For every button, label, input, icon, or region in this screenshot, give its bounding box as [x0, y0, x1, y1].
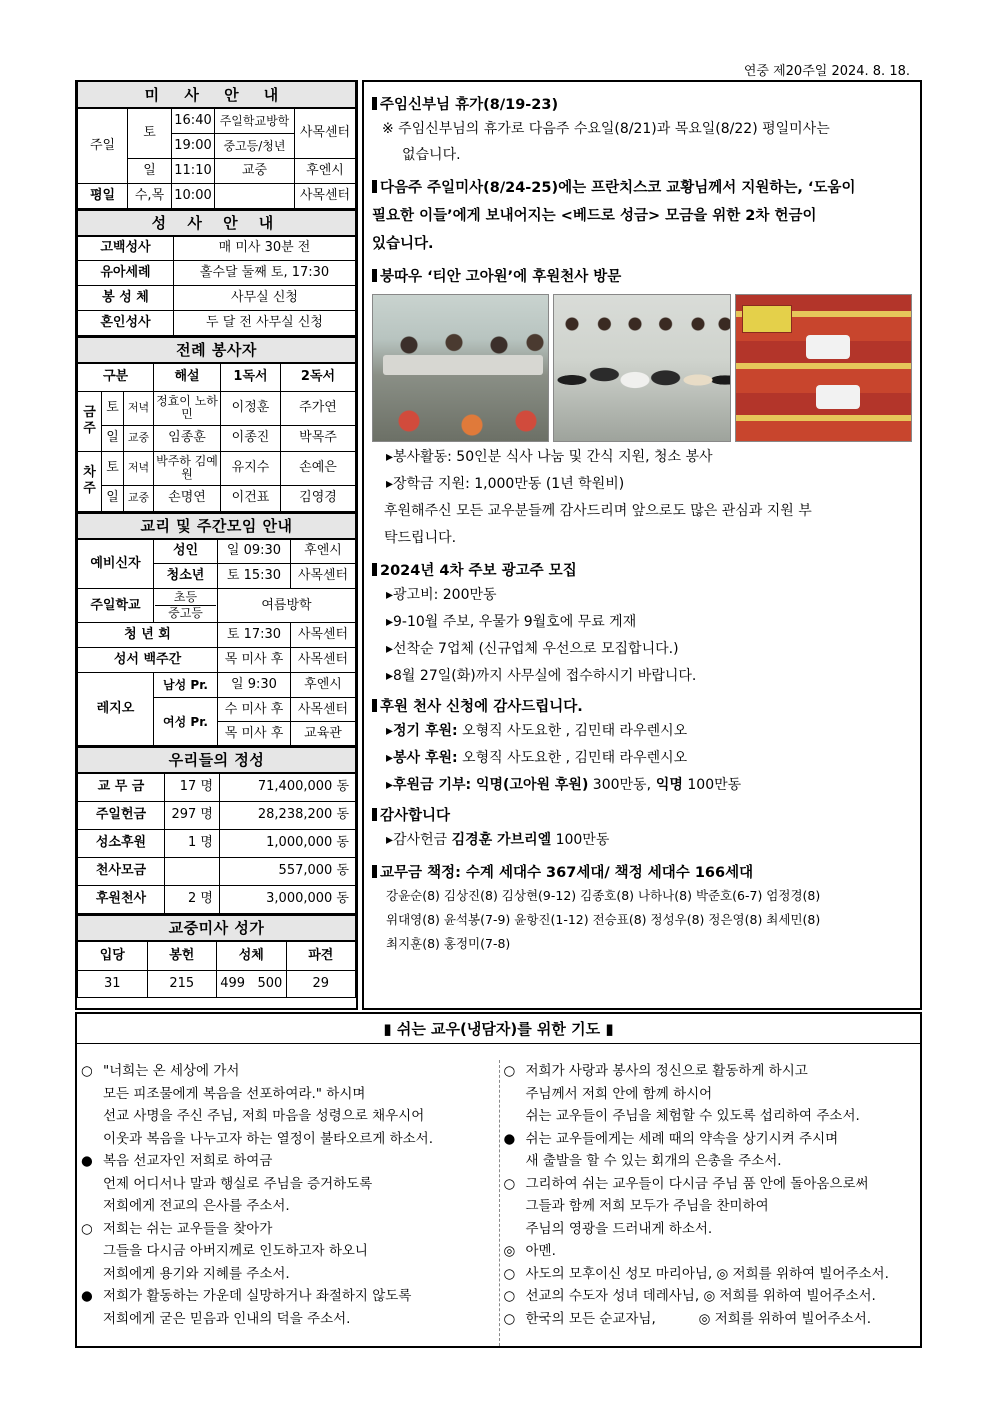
prayer-marker: ○	[503, 1265, 516, 1282]
bible-study-time: 목 미사 후	[218, 648, 291, 673]
prayer-line	[81, 1308, 495, 1331]
offering-amount: 28,238,200 동	[220, 801, 356, 829]
prayer-line	[81, 1060, 495, 1083]
day: 일	[102, 485, 124, 511]
offering-key: 후원천사	[78, 885, 165, 913]
prayer-text: 이웃과 복음을 나누고자 하는 열정이 불타오르게 하소서.	[103, 1130, 433, 1147]
mass-group	[215, 183, 295, 208]
prayer-text: 저희가 활동하는 가운데 실망하거나 좌절하지 않도록	[103, 1288, 412, 1304]
mass-group: 중고등/청년	[215, 133, 295, 158]
this-week-label: 금주	[78, 391, 102, 451]
prayer-text: 모든 피조물에게 복음을 선포하여라." 하시며	[103, 1085, 366, 1102]
women-praesidium-place: 교육관	[291, 722, 356, 746]
prayer-text: 선교 사명을 주신 주님, 저희 마음을 성령으로 채우시어	[103, 1108, 425, 1124]
prayer-text: 아멘.	[525, 1243, 556, 1259]
donor-anon-2: 익명	[651, 777, 683, 793]
hymns-table	[77, 914, 356, 999]
sacrament-key: 고백성사	[78, 236, 174, 261]
visit-activity: ▸봉사활동: 50인분 식사 나눔 및 간식 지원, 청소 봉사	[386, 449, 713, 465]
vacation-note-cont: 없습니다.	[402, 147, 461, 163]
prayer-text: 저희에게 굳은 믿음과 인내의 덕을 주소서.	[103, 1310, 351, 1327]
young-adult-label: 청 년 회	[78, 623, 218, 648]
adult-time: 일 09:30	[218, 539, 291, 564]
volunteer-sponsor-label: ▸봉사 후원:	[386, 750, 458, 766]
day: 토	[102, 451, 124, 485]
sacrament-value: 사무실 신청	[174, 286, 356, 311]
offering-key: 주일헌금	[78, 801, 165, 829]
prayer-line	[504, 1060, 917, 1083]
prayer-line	[504, 1128, 917, 1151]
offering-title: 우리들의 정성	[78, 747, 356, 773]
liturgy-header: 2독서	[281, 363, 356, 391]
second-collection-line: 필요한 이들’에게 보내어지는 <베드로 성금> 모금을 위한 2차 헌금이	[372, 208, 817, 224]
reader-1: 이종진	[221, 425, 281, 451]
orphanage-visit-title: 붕따우 ‘티안 고아원’에 후원천사 방문	[380, 269, 622, 285]
title-mark-icon: ▮	[383, 1020, 392, 1038]
ad-item: ▸선착순 7업체 (신규업체 우선으로 모집합니다.)	[386, 641, 679, 657]
hymn-number: 215	[147, 971, 217, 998]
day: 일	[102, 425, 124, 451]
donor-anon-1: 익명(고아원 후원)	[471, 777, 589, 793]
prayer-line	[504, 1285, 917, 1308]
commentator: 정효이 노하민	[154, 391, 221, 425]
liturgy-title: 전례 봉사자	[78, 337, 356, 363]
sacrament-table	[77, 209, 356, 337]
offering-amount: 71,400,000 동	[220, 773, 356, 801]
prayer-marker: ○	[81, 1220, 93, 1237]
offering-count	[165, 857, 220, 885]
sponsor-thanks-title: 후원 천사 신청에 감사드립니다.	[380, 699, 583, 715]
prayer-text: 쉬는 교우들에게는 세례 때의 약속을 상기시켜 주시며	[525, 1130, 839, 1147]
catechumen-label: 예비신자	[78, 539, 154, 589]
adult-label: 성인	[154, 539, 218, 564]
groups-table	[77, 512, 356, 747]
day: 토	[102, 391, 124, 425]
prayer-text: 저희가 사랑과 봉사의 정신으로 활동하게 하시고	[525, 1063, 808, 1079]
prayer-text: "너희는 온 세상에 가서	[103, 1063, 240, 1079]
prayer-line	[504, 1173, 917, 1196]
offering-amount: 3,000,000 동	[220, 885, 356, 913]
hymn-number: 29	[286, 971, 356, 998]
mass-type: 교중	[124, 485, 154, 511]
bible-study-label: 성서 백주간	[78, 648, 218, 673]
legio-label: 레지오	[78, 673, 154, 746]
tithe-names: 위대영(8) 윤석봉(7-9) 윤항진(1-12) 전승표(8) 정성우(8) 정은영(8) 최세민(8)	[386, 912, 821, 927]
prayer-text: 주님의 영광을 드러내게 하소서.	[525, 1220, 713, 1237]
mass-group: 주일학교방학	[215, 108, 295, 133]
sacrament-key: 혼인성사	[78, 311, 174, 336]
mass-group: 교중	[215, 158, 295, 183]
donation-label: ▸후원금 기부:	[386, 777, 472, 793]
prayer-marker: ◎	[503, 1243, 516, 1259]
visit-scholarship: ▸장학금 지원: 1,000만동 (1년 학원비)	[386, 476, 625, 492]
youth-label: 청소년	[154, 564, 218, 589]
vacation-note: ※ 주임신부님의 휴가로 다음주 수요일(8/21)과 목요일(8/22) 평일미사는	[382, 121, 830, 137]
mass-type: 저녁	[124, 451, 154, 485]
prayer-text: 저희는 쉬는 교우들을 찾아가	[103, 1220, 273, 1237]
second-collection-line: 다음주 주일미사(8/24-25)에는 프란치스코 교황님께서 지원하는, ‘도움이	[380, 180, 856, 196]
men-praesidium-place: 후엔시	[291, 673, 356, 698]
title-mark-icon: ▮	[605, 1020, 614, 1038]
sacrament-value: 매 미사 30분 전	[174, 236, 356, 261]
prayer-line	[81, 1105, 495, 1128]
tithe-title: 교무금 책정: 수계 세대수 367세대/ 책정 세대수 166세대	[380, 865, 754, 881]
offering-key: 교 무 금	[78, 773, 165, 801]
prayer-text: 언제 어디서나 말과 행실로 주님을 증거하도록	[103, 1175, 373, 1192]
thanks-offering-donor: 김경훈 가브리엘	[451, 832, 552, 848]
adult-place: 후엔시	[291, 539, 356, 564]
prayer-left-column	[77, 1060, 499, 1346]
prayer-right-column	[499, 1060, 921, 1346]
volunteer-sponsor-names: 오형직 사도요한 , 김민태 라우렌시오	[457, 750, 688, 766]
prayer-line	[81, 1173, 495, 1196]
prayer-line	[504, 1083, 917, 1106]
ad-item: ▸광고비: 200만동	[386, 587, 497, 603]
prayer-line	[81, 1195, 495, 1218]
prayer-marker: ○	[503, 1310, 516, 1327]
weekday-days: 수,목	[128, 183, 172, 208]
prayer-line	[81, 1083, 495, 1106]
mass-schedule-title: 미 사 안 내	[78, 82, 356, 108]
prayer-line	[504, 1150, 917, 1173]
prayer-line	[81, 1263, 495, 1286]
bible-study-place: 사목센터	[291, 648, 356, 673]
prayer-line	[504, 1218, 917, 1241]
thanks-offering-label: ▸감사헌금	[386, 832, 452, 848]
liturgy-header: 구분	[78, 363, 154, 391]
mass-place: 사목센터	[295, 108, 356, 158]
hymn-number: 499 500	[217, 971, 287, 998]
prayer-line	[81, 1218, 495, 1241]
reader-1: 유지수	[221, 451, 281, 485]
middle-high-label: 중고등	[155, 605, 216, 621]
mass-place: 사목센터	[295, 183, 356, 208]
prayer-line	[81, 1285, 495, 1308]
hymn-header: 봉헌	[147, 941, 217, 971]
prayer-marker: ●	[503, 1130, 516, 1147]
offering-table	[77, 746, 356, 914]
sunday-school-label: 주일학교	[78, 589, 154, 623]
hymn-number: 31	[78, 971, 148, 998]
prayer-marker: ○	[503, 1288, 516, 1304]
prayer-line	[81, 1128, 495, 1151]
photo-group	[553, 294, 730, 442]
groups-title: 교리 및 주간모임 안내	[78, 513, 356, 539]
prayer-title: 쉬는 교우(냉담자)를 위한 기도	[396, 1020, 601, 1038]
prayer-text: 사도의 모후이신 성모 마리아님, ◎ 저희를 위하여 빌어주소서.	[525, 1265, 889, 1282]
offering-count: 1 명	[165, 829, 220, 857]
reader-1: 이건표	[221, 485, 281, 511]
regular-sponsor-names: 오형직 사도요한 , 김민태 라우렌시오	[457, 723, 688, 739]
prayer-text: 그들을 다시금 아버지께로 인도하고자 하오니	[103, 1243, 368, 1259]
donation-amount-1: 300만동,	[588, 777, 652, 793]
weekday-label: 평일	[78, 183, 128, 208]
reader-1: 이정훈	[221, 391, 281, 425]
women-praesidium-time: 수 미사 후	[218, 698, 291, 722]
liturgy-servers-table	[77, 336, 356, 512]
sacrament-value: 두 달 전 사무실 신청	[174, 311, 356, 336]
prayer-line	[504, 1263, 917, 1286]
young-adult-place: 사목센터	[291, 623, 356, 648]
offering-count: 17 명	[165, 773, 220, 801]
liturgy-header: 해설	[154, 363, 221, 391]
commentator: 박주하 김예원	[154, 451, 221, 485]
sacrament-key: 봉 성 체	[78, 286, 174, 311]
prayer-text: 새 출발을 할 수 있는 회개의 은총을 주소서.	[525, 1153, 782, 1169]
thanks-offering-amount: 100만동	[551, 832, 610, 848]
regular-sponsor-label: ▸정기 후원:	[386, 723, 458, 739]
liturgy-header: 1독서	[221, 363, 281, 391]
offering-count: 297 명	[165, 801, 220, 829]
tithe-names: 최지훈(8) 홍정미(7-8)	[386, 936, 511, 951]
offering-amount: 557,000 동	[220, 857, 356, 885]
sacrament-key: 유아세례	[78, 261, 174, 286]
prayer-marker: ○	[503, 1175, 516, 1192]
left-info-column	[75, 80, 358, 1010]
prayer-text: 그리하여 쉬는 교우들이 다시금 주님 품 안에 돌아옴으로써	[525, 1175, 869, 1192]
sunday-school-status: 여름방학	[218, 589, 356, 623]
mass-time: 19:00	[172, 133, 215, 158]
sunday-label: 주일	[78, 108, 128, 183]
photo-strip	[372, 294, 912, 442]
vacation-title: 주임신부님 휴가(8/19-23)	[380, 97, 559, 113]
men-praesidium-time: 일 9:30	[218, 673, 291, 698]
offering-key: 성소후원	[78, 829, 165, 857]
prayer-text: 복음 선교자인 저희로 하여금	[103, 1153, 273, 1169]
mass-type: 저녁	[124, 391, 154, 425]
reader-2: 손예은	[281, 451, 356, 485]
next-week-label: 차주	[78, 451, 102, 511]
reader-2: 박목주	[281, 425, 356, 451]
thanks-title: 감사합니다	[380, 808, 451, 824]
sacrament-value: 홀수달 둘째 토, 17:30	[174, 261, 356, 286]
mass-place: 후엔시	[295, 158, 356, 183]
ad-item: ▸8월 27일(화)까지 사무실에 접수하시기 바랍니다.	[386, 668, 697, 684]
prayer-text: 저희에게 용기와 지혜를 주소서.	[103, 1265, 290, 1282]
mass-time: 10:00	[172, 183, 215, 208]
women-praesidium-label: 여성 Pr.	[154, 698, 218, 746]
prayer-text: 한국의 모든 순교자님, ◎ 저희를 위하여 빌어주소서.	[525, 1310, 872, 1327]
reader-2: 김영경	[281, 485, 356, 511]
prayer-line	[81, 1240, 495, 1263]
prayer-marker: ●	[81, 1153, 93, 1169]
women-praesidium-place: 사목센터	[291, 698, 356, 722]
mass-time: 11:10	[172, 158, 215, 183]
youth-place: 사목센터	[291, 564, 356, 589]
sunday-day-label: 일	[128, 158, 172, 183]
young-adult-time: 토 17:30	[218, 623, 291, 648]
hymns-title: 교중미사 성가	[78, 915, 356, 941]
commentator: 손명연	[154, 485, 221, 511]
prayer-box	[75, 1012, 922, 1348]
visit-thanks-cont: 탁드립니다.	[384, 530, 457, 546]
prayer-text: 주님께서 저희 안에 함께 하시어	[525, 1085, 713, 1102]
hymn-header: 파견	[286, 941, 356, 971]
men-praesidium-label: 남성 Pr.	[154, 673, 218, 698]
prayer-marker: ●	[81, 1288, 93, 1304]
youth-time: 토 15:30	[218, 564, 291, 589]
elementary-label: 초등	[173, 590, 198, 604]
tithe-names: 강윤순(8) 김상진(8) 김상현(9-12) 김종호(8) 나하나(8) 박준호(6-7) 엄정경(8)	[386, 888, 821, 903]
hymn-header: 입당	[78, 941, 148, 971]
photo-meal-sharing	[372, 294, 549, 442]
second-collection-line: 있습니다.	[372, 236, 434, 252]
mass-time: 16:40	[172, 108, 215, 133]
ad-item: ▸9-10월 주보, 우물가 9월호에 무료 게재	[386, 614, 637, 630]
commentator: 임종훈	[154, 425, 221, 451]
prayer-line	[504, 1240, 917, 1263]
visit-thanks: 후원해주신 모든 교우분들께 감사드리며 앞으로도 많은 관심과 지원 부	[384, 503, 812, 519]
prayer-line	[504, 1195, 917, 1218]
prayer-marker: ○	[503, 1063, 516, 1079]
prayer-text: 저희에게 전교의 은사를 주소서.	[103, 1198, 290, 1214]
donation-amount-2: 100만동	[682, 777, 742, 793]
prayer-line	[504, 1308, 917, 1331]
sacrament-title: 성 사 안 내	[78, 210, 356, 236]
saturday-label: 토	[128, 108, 172, 158]
prayer-text: 쉬는 교우들이 주님을 체험할 수 있도록 섭리하여 주소서.	[525, 1108, 860, 1124]
mass-schedule-table	[77, 82, 356, 209]
prayer-line	[504, 1105, 917, 1128]
announcements-column	[362, 80, 922, 1010]
mass-type: 교중	[124, 425, 154, 451]
prayer-text: 선교의 수도자 성녀 데레사님, ◎ 저희를 위하여 빌어주소서.	[525, 1288, 876, 1304]
offering-count: 2 명	[165, 885, 220, 913]
advertiser-title: 2024년 4차 주보 광고주 모집	[380, 563, 577, 579]
prayer-line	[81, 1150, 495, 1173]
hymn-header: 성체	[217, 941, 287, 971]
bulletin-date: 연중 제20주일 2024. 8. 18.	[743, 64, 910, 79]
photo-donated-goods	[735, 294, 912, 442]
offering-amount: 1,000,000 동	[220, 829, 356, 857]
offering-key: 천사모금	[78, 857, 165, 885]
reader-2: 주가연	[281, 391, 356, 425]
women-praesidium-time: 목 미사 후	[218, 722, 291, 746]
prayer-text: 그들과 함께 저희 모두가 주님을 찬미하여	[525, 1198, 769, 1214]
prayer-marker: ○	[81, 1063, 93, 1079]
